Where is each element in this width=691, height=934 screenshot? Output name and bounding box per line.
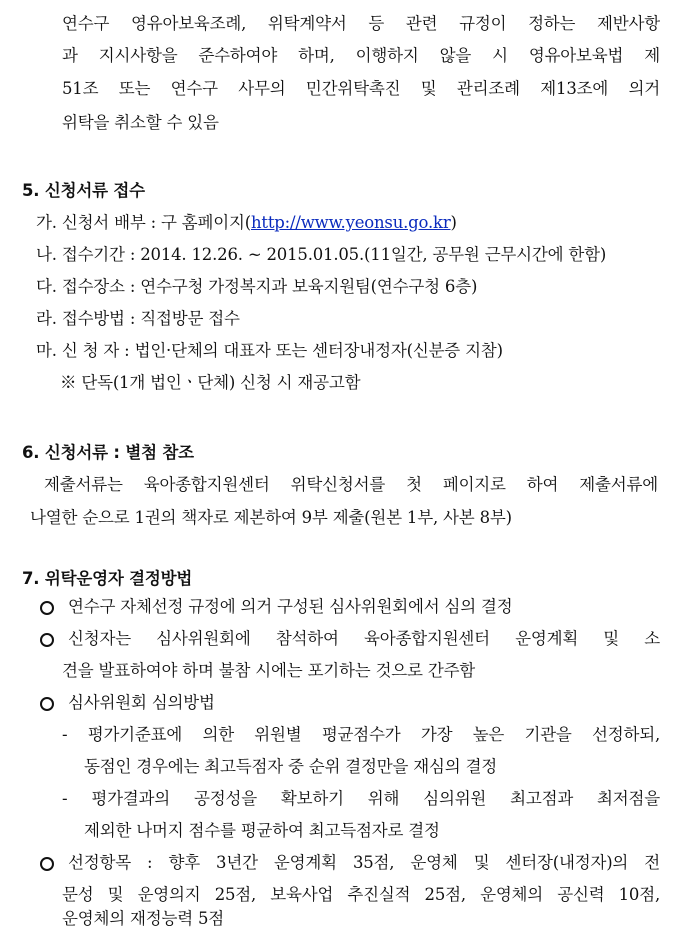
item-label: 가. 신청서 배부 : 구 홈페이지(	[36, 213, 251, 232]
bullet-item-cont: 문성 및 운영의지 25점, 보육사업 추진실적 25점, 운영체의 공신력 10점,	[62, 885, 660, 904]
list-item-method: 라. 접수방법 : 직접방문 접수	[36, 309, 240, 328]
bullet-item: 심사위원회 심의방법	[68, 693, 215, 712]
bullet-item: 선정항목 : 향후 3년간 운영계획 35점, 운영체 및 센터장(내정자)의 전	[68, 853, 660, 872]
circle-bullet-icon	[40, 857, 54, 871]
dash-item-cont: 제외한 나머지 점수를 평균하여 최고득점자로 결정	[84, 821, 440, 840]
section-heading: 5. 신청서류 접수	[22, 181, 145, 200]
dash-item-cont: 동점인 경우에는 최고득점자 중 순위 결정만을 재심의 결정	[84, 757, 498, 776]
list-item-applicant: 마. 신 청 자 : 법인·단체의 대표자 또는 센터장내정자(신분증 지참)	[36, 341, 503, 360]
bullet-item-cont: 견을 발표하여야 하며 불참 시에는 포기하는 것으로 간주함	[62, 661, 476, 680]
section-heading: 6. 신청서류 : 별첨 참조	[22, 443, 194, 462]
paragraph-line: 과 지시사항을 준수하여야 하며, 이행하지 않을 시 영유아보육법 제	[62, 46, 660, 65]
paragraph-line: 나열한 순으로 1권의 책자로 제본하여 9부 제출(원본 1부, 사본 8부)	[30, 508, 512, 527]
list-item-place: 다. 접수장소 : 연수구청 가정복지과 보육지원팀(연수구청 6층)	[36, 277, 478, 296]
list-item-distribution	[36, 212, 457, 234]
note-line: ※ 단독(1개 법인ㆍ단체) 신청 시 재공고함	[60, 373, 361, 392]
bullet-item: 연수구 자체선정 규정에 의거 구성된 심사위원회에서 심의 결정	[68, 597, 513, 616]
circle-bullet-icon	[40, 697, 54, 711]
homepage-link[interactable]: http://www.yeonsu.go.kr	[251, 213, 451, 232]
item-suffix: )	[450, 213, 457, 232]
circle-bullet-icon	[40, 601, 54, 615]
paragraph-line: 51조 또는 연수구 사무의 민간위탁촉진 및 관리조례 제13조에 의거	[62, 79, 660, 98]
circle-bullet-icon	[40, 633, 54, 647]
section-heading: 7. 위탁운영자 결정방법	[22, 569, 193, 588]
bullet-item: 신청자는 심사위원회에 참석하여 육아종합지원센터 운영계획 및 소	[68, 629, 660, 648]
bullet-item-cont: 운영체의 재정능력 5점	[62, 909, 225, 928]
paragraph-line: 연수구 영유아보육조례, 위탁계약서 등 관련 규정이 정하는 제반사항	[62, 14, 660, 33]
dash-item: - 평가결과의 공정성을 확보하기 위해 심의위원 최고점과 최저점을	[62, 789, 660, 808]
paragraph-line: 위탁을 취소할 수 있음	[62, 113, 219, 132]
dash-item: - 평가기준표에 의한 위원별 평균점수가 가장 높은 기관을 선정하되,	[62, 725, 660, 744]
paragraph-line: 제출서류는 육아종합지원센터 위탁신청서를 첫 페이지로 하여 제출서류에	[44, 475, 658, 494]
list-item-period: 나. 접수기간 : 2014. 12.26. ~ 2015.01.05.(11일간, 공무원 근무시간에 한함)	[36, 245, 607, 264]
